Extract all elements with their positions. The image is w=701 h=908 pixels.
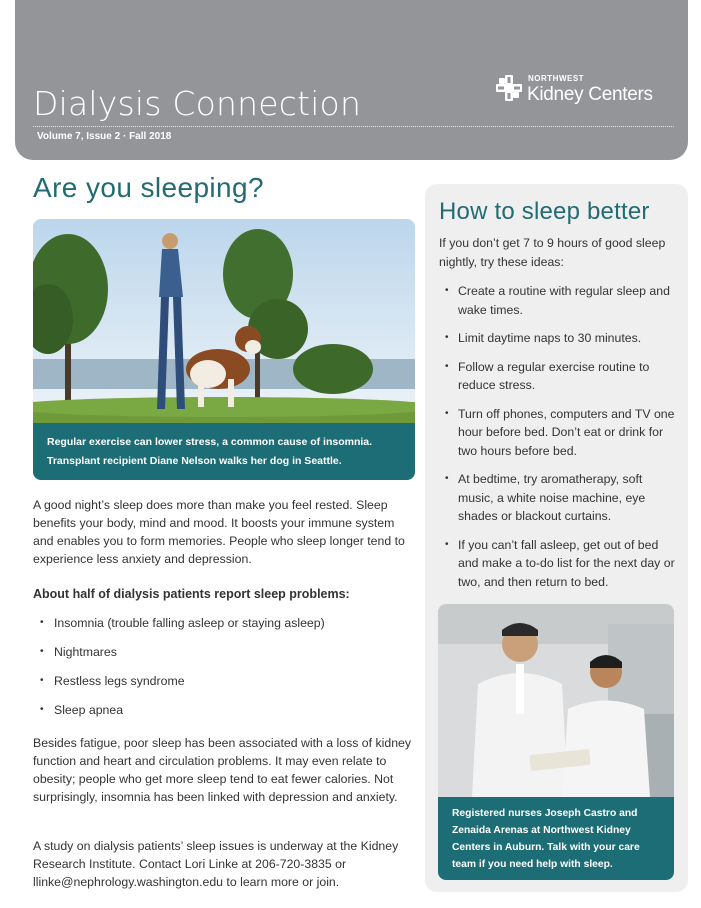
newsletter-title: Dialysis Connection	[33, 84, 362, 123]
article-paragraph-3: A study on dialysis patients’ sleep issues is underway at the Kidney Research Institute. Contact Lori Linke at 206-720-3835 or llinke@nephrology.washington.edu to learn more or join.	[33, 839, 399, 889]
list-item: • Follow a regular exercise routine to reduce stress.	[445, 358, 677, 395]
logo-text-main: Kidney Centers	[527, 84, 653, 105]
nurses-photo-caption: Registered nurses Joseph Castro and Zenaida Arenas at Northwest Kidney Centers in Auburn. Talk with your care team if you need help with sleep.	[438, 797, 674, 880]
logo-text-top: NORTHWEST	[528, 74, 585, 83]
article-subheading: About half of dialysis patients report sleep problems:	[33, 587, 350, 601]
sleep-problems-list	[40, 614, 325, 730]
masthead	[15, 0, 688, 160]
list-item: • Nightmares	[40, 643, 325, 672]
issue-info: Volume 7, Issue 2 · Fall 2018	[37, 131, 172, 142]
logo-mark-icon	[495, 74, 523, 102]
article-paragraph-1: A good night’s sleep does more than make you feel rested. Sleep benefits your body, mind and mood. It boosts your immune system and enables you to form memories. People who sleep longer tend to experience less anxiety and depression.	[33, 498, 405, 566]
list-item: • Restless legs syndrome	[40, 672, 325, 701]
masthead-divider	[33, 126, 674, 127]
dog-walk-illustration	[33, 219, 415, 425]
list-item: • Turn off phones, computers and TV one hour before bed. Don’t eat or drink for two hours before bed.	[445, 405, 677, 461]
sidebar-intro: If you don’t get 7 to 9 hours of good sleep nightly, try these ideas:	[439, 236, 666, 269]
list-item: • If you can’t fall asleep, get out of bed and make a to-do list for the next day or two, and then return to bed.	[445, 536, 677, 592]
list-item: • Limit daytime naps to 30 minutes.	[445, 329, 677, 348]
list-item: • Sleep apnea	[40, 701, 325, 730]
list-item: • Insomnia (trouble falling asleep or staying asleep)	[40, 614, 325, 643]
nurses-photo	[438, 604, 674, 797]
dog-walk-photo	[33, 219, 415, 425]
list-item: • At bedtime, try aromatherapy, soft music, a white noise machine, eye shades or blackout curtains.	[445, 470, 677, 526]
northwest-kidney-centers-logo	[495, 74, 675, 110]
article-paragraph-2: Besides fatigue, poor sleep has been associated with a loss of kidney function and heart and circulation problems. It may even relate to obesity; people who get more sleep tend to eat fewer calories. Not surprisingly, insomnia has been linked with depression and anxiety.	[33, 736, 412, 804]
photo-caption: Regular exercise can lower stress, a common cause of insomnia. Transplant recipient Diane Nelson walks her dog in Seattle.	[33, 423, 415, 480]
sleep-tips-list	[445, 282, 677, 601]
sidebar-heading: How to sleep better	[439, 198, 650, 225]
list-item: • Create a routine with regular sleep and wake times.	[445, 282, 677, 319]
nurses-illustration	[438, 604, 674, 797]
article-heading: Are you sleeping?	[33, 172, 264, 203]
